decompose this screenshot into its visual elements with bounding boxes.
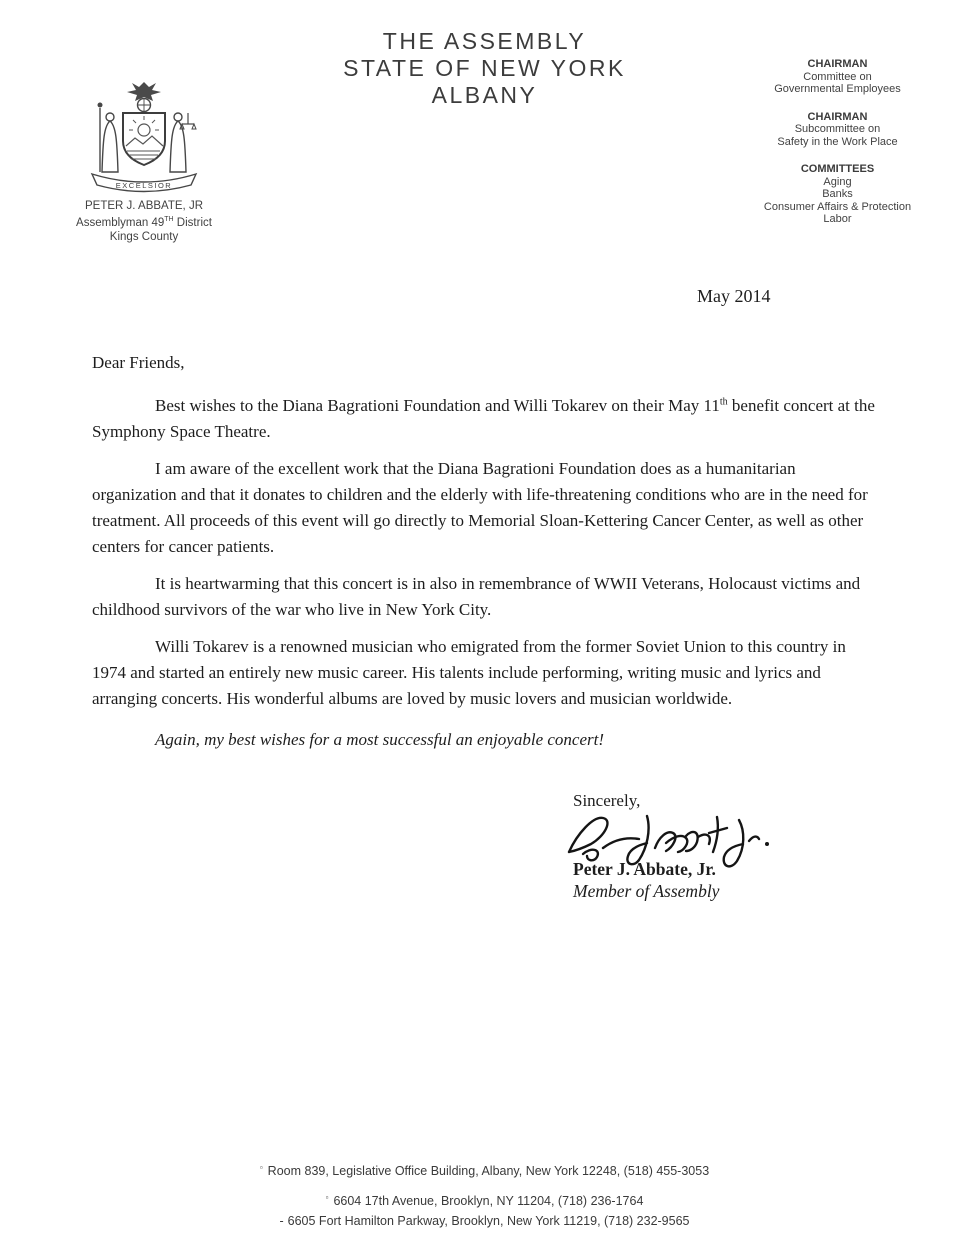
assemblyman-identification xyxy=(38,199,250,244)
letterhead-title-line-3: ALBANY xyxy=(431,82,538,108)
address-text: Room 839, Legislative Office Building, Albany, New York 12248, (518) 455-3053 xyxy=(267,1164,710,1179)
assemblyman-role xyxy=(38,213,250,230)
address-line xyxy=(0,1160,969,1179)
letter-body xyxy=(92,350,880,764)
assemblyman-name: PETER J. ABBATE, JR xyxy=(84,200,203,212)
paragraph-1-text: Best wishes to the Diana Bagrationi Foundation and Willi Tokarev on their May 11 xyxy=(155,396,720,415)
address-line xyxy=(0,1213,969,1229)
justice-figure-icon xyxy=(170,113,196,172)
paragraph-4: Willi Tokarev is a renowned musician who emigrated from the former Soviet Union to this country in 1974 and started an entirely new music career. His talents include performing, writing music and lyrics and arranging concerts. His wonderful albums are loved by music lovers and musician worldwide. xyxy=(92,637,846,708)
block-heading: COMMITTEES xyxy=(800,163,875,175)
block-line: Labor xyxy=(823,213,852,225)
letterhead-title-line-1: THE ASSEMBLY xyxy=(382,28,587,54)
block-line: Committee on xyxy=(803,70,872,83)
shield-icon xyxy=(123,113,165,165)
address-text: 6604 17th Avenue, Brooklyn, NY 11204, (718) 236-1764 xyxy=(333,1194,644,1209)
closing-wishes-line: Again, my best wishes for a most successful an enjoyable concert! xyxy=(155,730,605,749)
letter-date: May 2014 xyxy=(697,286,771,306)
block-heading: CHAIRMAN xyxy=(807,110,868,123)
block-line: Banks xyxy=(822,188,853,200)
new-york-state-seal-icon xyxy=(78,80,210,200)
dash-bullet-icon: - xyxy=(279,1214,284,1229)
signer-name: Peter J. Abbate, Jr. xyxy=(573,859,716,879)
role-suffix: District xyxy=(173,216,212,229)
ordinal-superscript: th xyxy=(719,396,728,408)
paragraph-3: It is heartwarming that this concert is in also in remembrance of WWII Veterans, Holocaust victims and childhood survivors of the war who live in New York City. xyxy=(92,574,861,619)
role-prefix: Assemblyman 49 xyxy=(76,216,165,229)
address-text: 6605 Fort Hamilton Parkway, Brooklyn, New York 11219, (718) 232-9565 xyxy=(287,1214,690,1229)
chairman-block-2 xyxy=(735,111,940,149)
paragraph-2: I am aware of the excellent work that the Diana Bagrationi Foundation does as a humanitarian organization and that it donates to children and the elderly with life-threatening conditions who are in the need for treatment. All proceeds of this event will go directly to Memorial Sloan-Kettering Cancer Center, as well as other centers for cancer patients. xyxy=(92,459,868,556)
block-line: Safety in the Work Place xyxy=(777,135,898,148)
complimentary-close: Sincerely, xyxy=(573,791,641,810)
signature-block xyxy=(573,790,833,902)
committees-block xyxy=(735,163,940,226)
square-bullet-icon: ▫ xyxy=(325,1193,329,1203)
block-line: Aging xyxy=(823,175,852,188)
block-line: Consumer Affairs & Protection xyxy=(763,200,912,213)
seal-motto: EXCELSIOR xyxy=(115,181,173,190)
role-superscript: TH xyxy=(164,216,174,223)
block-line: Governmental Employees xyxy=(774,83,901,95)
liberty-figure-icon xyxy=(98,103,119,173)
block-heading: CHAIRMAN xyxy=(807,58,868,70)
chairman-block-1 xyxy=(735,58,940,96)
paragraph-1-text-cont: benefit concert at the Symphony Space Theatre. xyxy=(92,396,875,441)
address-line xyxy=(0,1190,969,1209)
signer-title: Member of Assembly xyxy=(573,881,720,901)
handwritten-signature-icon xyxy=(561,806,779,880)
paragraph-1 xyxy=(92,393,880,445)
block-line: Subcommittee on xyxy=(794,123,881,135)
salutation: Dear Friends, xyxy=(92,353,185,372)
letterhead-title-line-2: STATE OF NEW YORK xyxy=(343,55,626,81)
square-bullet-icon: ▫ xyxy=(259,1163,263,1172)
office-addresses-footer xyxy=(0,1160,969,1229)
committee-assignments xyxy=(735,58,940,226)
assemblyman-county: Kings County xyxy=(109,230,179,243)
